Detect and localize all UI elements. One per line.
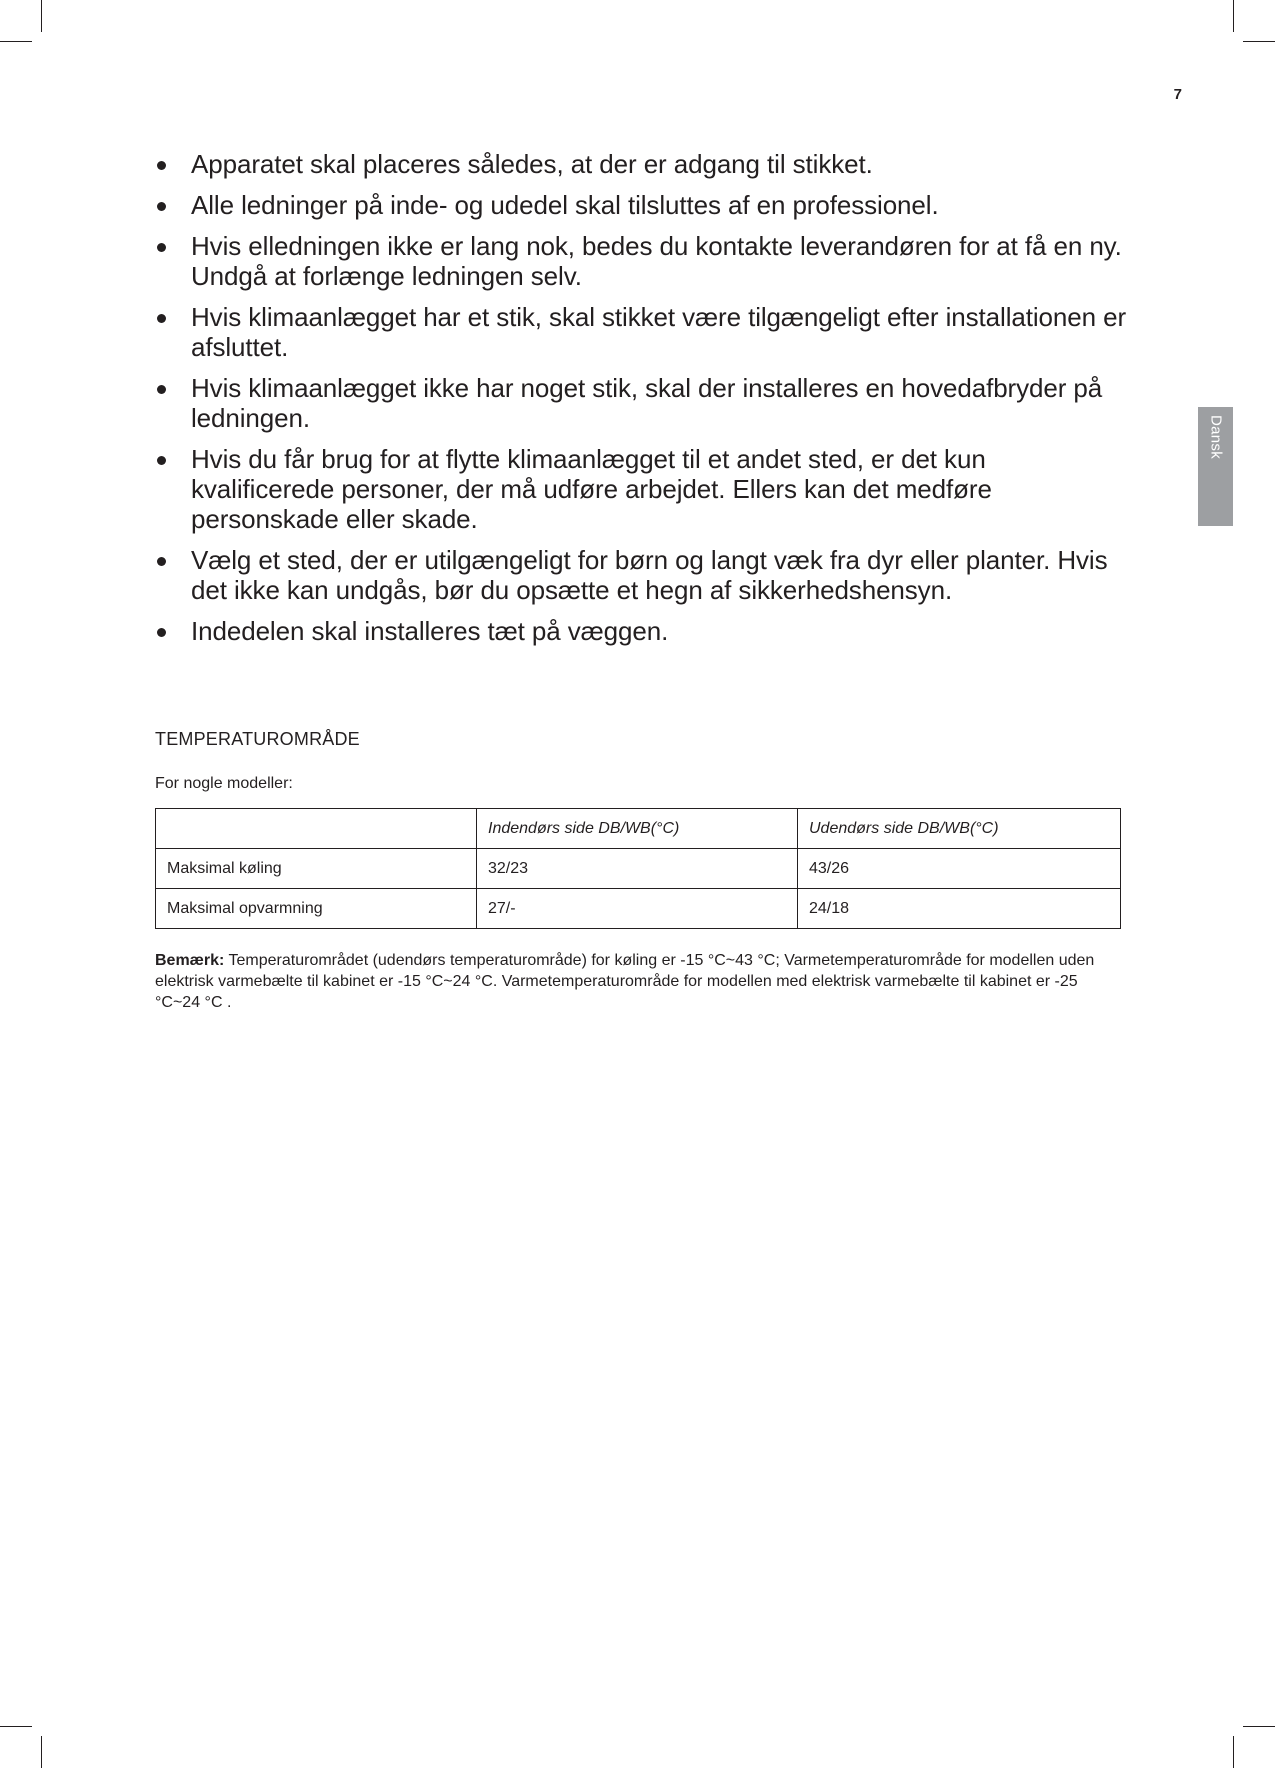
table-row — [156, 849, 1121, 889]
table-header-cell: Udendørs side DB/WB(°C) — [798, 809, 1121, 849]
crop-mark — [1233, 0, 1234, 32]
table-header-row — [156, 809, 1121, 849]
crop-mark — [0, 41, 32, 42]
section-intro: For nogle modeller: — [155, 775, 293, 792]
bullet-item: Hvis klimaanlægget ikke har noget stik, skal der installeres en hovedafbryder på ledningen. — [155, 373, 1135, 433]
crop-mark — [1243, 1726, 1275, 1727]
bullet-item: Vælg et sted, der er utilgængeligt for børn og langt væk fra dyr eller planter. Hvis det ikke kan undgås, bør du opsætte et hegn af sikkerhedshensyn. — [155, 545, 1135, 605]
section-title: TEMPERATUROMRÅDE — [155, 729, 360, 749]
note-text: Temperaturområdet (udendørs temperaturområde) for køling er -15 °C~43 °C; Varmetemperaturområde for modellen uden elektrisk varmebælte til kabinet er -15 °C~24 °C. Varmetemperaturområde for modellen med elektrisk varmebælte til kabinet er -25 °C~24 °C . — [155, 952, 1095, 1011]
crop-mark — [1233, 1736, 1234, 1768]
note — [155, 950, 1121, 1013]
crop-mark — [0, 1726, 32, 1727]
page-number: 7 — [1173, 86, 1182, 103]
table-row — [156, 889, 1121, 929]
crop-mark — [1243, 41, 1275, 42]
bullet-item: Hvis klimaanlægget har et stik, skal stikket være tilgængeligt efter installationen er afsluttet. — [155, 302, 1135, 362]
table-header-cell: Indendørs side DB/WB(°C) — [477, 809, 798, 849]
table-header-cell — [156, 809, 477, 849]
bullet-item: Hvis elledningen ikke er lang nok, bedes du kontakte leverandøren for at få en ny. Undgå at forlænge ledningen selv. — [155, 231, 1135, 291]
table-cell: 43/26 — [798, 849, 1121, 889]
table-cell: Maksimal køling — [156, 849, 477, 889]
language-tab-label: Dansk — [1207, 415, 1224, 460]
bullet-item: Hvis du får brug for at flytte klimaanlægget til et andet sted, er det kun kvalificerede personer, der må udføre arbejdet. Ellers kan det medføre personskade eller skade. — [155, 444, 1135, 534]
table-cell: Maksimal opvarmning — [156, 889, 477, 929]
temperature-table — [155, 808, 1121, 929]
crop-mark — [41, 0, 42, 32]
bullet-item: Indedelen skal installeres tæt på væggen. — [155, 616, 1135, 646]
table-cell: 27/- — [477, 889, 798, 929]
bullet-item: Alle ledninger på inde- og udedel skal tilsluttes af en professionel. — [155, 190, 1135, 220]
table-cell: 32/23 — [477, 849, 798, 889]
safety-bullet-list — [155, 149, 1135, 657]
table-cell: 24/18 — [798, 889, 1121, 929]
crop-mark — [41, 1736, 42, 1768]
note-label: Bemærk: — [155, 952, 225, 969]
bullet-item: Apparatet skal placeres således, at der er adgang til stikket. — [155, 149, 1135, 179]
language-tab — [1198, 407, 1233, 526]
